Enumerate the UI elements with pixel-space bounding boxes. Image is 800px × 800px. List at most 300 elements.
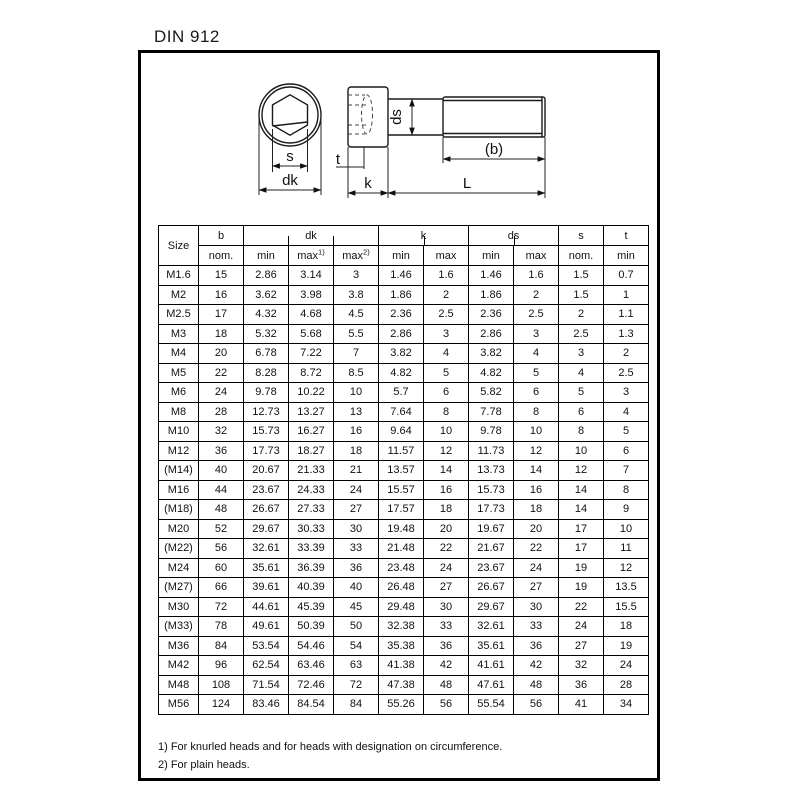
footnote-1: 1) For knurled heads and for heads with designation on circumference. [158,741,503,753]
cell-value: 20.67 [244,461,289,481]
cell-value: 24 [334,480,379,500]
cell-value: 33.39 [289,539,334,559]
cell-value: 6 [604,441,649,461]
cell-value: 96 [199,656,244,676]
cell-value: 5.5 [334,324,379,344]
cell-value: 29.67 [469,597,514,617]
cell-value: 13.5 [604,578,649,598]
cell-value: 9.78 [244,383,289,403]
col-group-b: b [199,226,244,246]
cell-value: 32.38 [379,617,424,637]
col-group-ds: ds [469,226,559,246]
cell-value: 55.26 [379,695,424,715]
subheader-ds-max: max [514,246,559,266]
cell-value: 2.36 [469,305,514,325]
cell-value: 6.78 [244,344,289,364]
cell-value: 56 [199,539,244,559]
cell-value: 2.5 [559,324,604,344]
cell-value: 40.39 [289,578,334,598]
cell-value: 2.5 [604,363,649,383]
cell-value: 13.73 [469,461,514,481]
cell-value: 10 [514,422,559,442]
cell-value: 7.78 [469,402,514,422]
cell-value: 60 [199,558,244,578]
cell-value: 7.64 [379,402,424,422]
cell-value: 23.48 [379,558,424,578]
cell-value: 5.32 [244,324,289,344]
table-row [159,363,649,383]
cell-value: 17 [199,305,244,325]
cell-value: 15.57 [379,480,424,500]
cell-value: 56 [424,695,469,715]
cell-value: 83.46 [244,695,289,715]
cell-value: 24 [199,383,244,403]
b-dim-label: (b) [484,141,504,158]
cell-value: 2 [514,285,559,305]
cell-value: 44 [199,480,244,500]
cell-value: 1.86 [469,285,514,305]
table-row [159,461,649,481]
cell-value: 28 [604,675,649,695]
cell-value: 5 [559,383,604,403]
cell-value: 19 [604,636,649,656]
table-row [159,422,649,442]
cell-value: 15.5 [604,597,649,617]
socket-chord-line [273,122,308,126]
cell-value: 12 [424,441,469,461]
cell-value: 17 [559,519,604,539]
cell-value: 16 [514,480,559,500]
cell-value: 5 [604,422,649,442]
cell-value: 30 [334,519,379,539]
cell-value: 26.67 [244,500,289,520]
cell-value: 8.72 [289,363,334,383]
socket-bottom-ellipse [362,95,373,134]
cell-value: 8 [604,480,649,500]
cell-value: 52 [199,519,244,539]
cell-value: 72 [199,597,244,617]
cell-value: 5.68 [289,324,334,344]
footnotes [158,738,502,774]
cell-value: 41.61 [469,656,514,676]
cell-size: M12 [159,441,199,461]
cell-value: 54 [334,636,379,656]
cell-value: 32.61 [469,617,514,637]
cell-value: 4.68 [289,305,334,325]
cell-value: 36 [559,675,604,695]
t-dim-label: t [335,151,341,168]
s-dim-label: s [286,148,294,165]
cell-size: M2.5 [159,305,199,325]
cell-value: 24 [424,558,469,578]
cell-value: 7.22 [289,344,334,364]
footnote-marker-2: 2) [363,246,370,256]
cell-value: 3 [604,383,649,403]
thread-outline [443,97,545,137]
cell-value: 4.5 [334,305,379,325]
col-header-size: Size [159,226,199,266]
cell-value: 24 [514,558,559,578]
cell-value: 11 [604,539,649,559]
cell-value: 36 [514,636,559,656]
cell-value: 2.86 [379,324,424,344]
cell-value: 3.62 [244,285,289,305]
cell-value: 4.82 [379,363,424,383]
cell-value: 16 [199,285,244,305]
cell-value: 3.8 [334,285,379,305]
din912-dimension-table [158,225,649,715]
front-view [259,84,321,195]
cell-value: 20 [199,344,244,364]
k-dim-label: k [364,175,372,192]
cell-value: 8 [514,402,559,422]
cell-value: 42 [514,656,559,676]
cell-value: 12 [559,461,604,481]
cell-value: 4 [514,344,559,364]
cell-value: 56 [514,695,559,715]
cell-value: 27.33 [289,500,334,520]
cell-value: 27 [424,578,469,598]
table-row [159,695,649,715]
cell-value: 9 [604,500,649,520]
cell-value: 3 [424,324,469,344]
cell-value: 35.38 [379,636,424,656]
cell-value: 78 [199,617,244,637]
cell-value: 19 [559,558,604,578]
cell-value: 30.33 [289,519,334,539]
cell-value: 41 [559,695,604,715]
subheader-text: max [297,249,319,262]
cell-value: 15.73 [469,480,514,500]
socket-hidden-lines [348,95,367,134]
cell-value: 45 [334,597,379,617]
cell-value: 10 [559,441,604,461]
cell-value: 18 [334,441,379,461]
cell-value: 13.27 [289,402,334,422]
cell-value: 49.61 [244,617,289,637]
screw-technical-drawing [138,52,660,215]
table-row [159,305,649,325]
subheader-k-min: min [379,246,424,266]
cell-value: 13.57 [379,461,424,481]
cell-value: 21.48 [379,539,424,559]
cell-value: 21 [334,461,379,481]
cell-value: 1.46 [379,266,424,286]
cell-value: 1.86 [379,285,424,305]
cell-size: M4 [159,344,199,364]
cell-value: 28 [199,402,244,422]
cell-value: 26.48 [379,578,424,598]
cell-size: (M27) [159,578,199,598]
cell-value: 40 [199,461,244,481]
cell-value: 20 [424,519,469,539]
cell-value: 2.86 [469,324,514,344]
cell-value: 3.82 [469,344,514,364]
subheader-t-min: min [604,246,649,266]
cell-value: 22 [199,363,244,383]
cell-value: 22 [424,539,469,559]
table-body [159,266,649,715]
cell-value: 1.3 [604,324,649,344]
table-row [159,519,649,539]
cell-value: 24.33 [289,480,334,500]
cell-value: 24 [559,617,604,637]
subheader-text: max [342,249,364,262]
cell-value: 10 [334,383,379,403]
cell-value: 3.98 [289,285,334,305]
cell-value: 4.32 [244,305,289,325]
subheader-ds-min: min [469,246,514,266]
cell-size: M36 [159,636,199,656]
footnote-marker-1: 1) [318,246,325,256]
cell-value: 15 [199,266,244,286]
cell-value: 84 [334,695,379,715]
cell-value: 10 [424,422,469,442]
cell-value: 6 [559,402,604,422]
cell-value: 17 [559,539,604,559]
cell-value: 3 [514,324,559,344]
cell-size: (M33) [159,617,199,637]
cell-value: 19.67 [469,519,514,539]
cell-value: 18 [424,500,469,520]
thread-root-lines [443,97,542,137]
cell-value: 55.54 [469,695,514,715]
cell-value: 66 [199,578,244,598]
cell-value: 16 [334,422,379,442]
table-row [159,656,649,676]
table-row [159,441,649,461]
cell-value: 18 [514,500,559,520]
cell-value: 22 [514,539,559,559]
cell-value: 19 [559,578,604,598]
cell-value: 63.46 [289,656,334,676]
cell-value: 124 [199,695,244,715]
cell-value: 3 [334,266,379,286]
cell-value: 54.46 [289,636,334,656]
col-group-k: k [379,226,469,246]
cell-value: 47.38 [379,675,424,695]
cell-value: 40 [334,578,379,598]
subheader-s-nom: nom. [559,246,604,266]
table-row [159,500,649,520]
cell-value: 27 [559,636,604,656]
cell-value: 16.27 [289,422,334,442]
table-row [159,266,649,286]
cell-value: 0.7 [604,266,649,286]
cell-value: 14 [424,461,469,481]
cell-value: 3.14 [289,266,334,286]
cell-value: 8.28 [244,363,289,383]
cell-value: 48 [199,500,244,520]
head-outer-circle [259,84,321,146]
cell-value: 2 [424,285,469,305]
cell-value: 4 [604,402,649,422]
cell-value: 2 [559,305,604,325]
cell-value: 3.82 [379,344,424,364]
cell-value: 84.54 [289,695,334,715]
subheader-b-nom: nom. [199,246,244,266]
cell-value: 63 [334,656,379,676]
cell-value: 32 [199,422,244,442]
cell-value: 7 [604,461,649,481]
col-group-dk: dk [244,226,379,246]
t-leader-lines [336,147,364,169]
cell-value: 15.73 [244,422,289,442]
cell-value: 48 [514,675,559,695]
table-row [159,324,649,344]
cell-value: 41.38 [379,656,424,676]
table-row [159,636,649,656]
ds-dim-label: ds [388,109,405,125]
cell-value: 17.73 [469,500,514,520]
cell-size: M56 [159,695,199,715]
table-row [159,597,649,617]
cell-value: 8 [424,402,469,422]
side-view [336,87,545,198]
table-row [159,578,649,598]
cell-value: 50.39 [289,617,334,637]
cell-value: 30 [514,597,559,617]
table-row [159,402,649,422]
cell-value: 26.67 [469,578,514,598]
cell-value: 50 [334,617,379,637]
cell-size: M5 [159,363,199,383]
subheader-dk-max2 [334,246,379,266]
cell-value: 36 [424,636,469,656]
cell-value: 2.5 [514,305,559,325]
cell-value: 13 [334,402,379,422]
cell-value: 62.54 [244,656,289,676]
cell-value: 12 [514,441,559,461]
cell-value: 1 [604,285,649,305]
cell-value: 42 [424,656,469,676]
cell-value: 30 [424,597,469,617]
cell-value: 2.5 [424,305,469,325]
cell-size: M8 [159,402,199,422]
cell-value: 71.54 [244,675,289,695]
cell-value: 6 [514,383,559,403]
cell-value: 32 [559,656,604,676]
cell-value: 32.61 [244,539,289,559]
cell-value: 48 [424,675,469,695]
cell-value: 72 [334,675,379,695]
cell-value: 9.78 [469,422,514,442]
cell-value: 12 [604,558,649,578]
cell-size: M3 [159,324,199,344]
cell-value: 18.27 [289,441,334,461]
cell-value: 24 [604,656,649,676]
cell-size: M24 [159,558,199,578]
cell-size: M42 [159,656,199,676]
cell-value: 39.61 [244,578,289,598]
cell-value: 4 [424,344,469,364]
cell-value: 11.73 [469,441,514,461]
table-row [159,617,649,637]
cell-value: 1.6 [424,266,469,286]
cell-value: 35.61 [244,558,289,578]
cell-value: 5.7 [379,383,424,403]
table-row [159,285,649,305]
cell-value: 16 [424,480,469,500]
cell-value: 1.46 [469,266,514,286]
cell-value: 9.64 [379,422,424,442]
cell-value: 5 [424,363,469,383]
cell-value: 33 [514,617,559,637]
cell-size: M20 [159,519,199,539]
cell-value: 5.82 [469,383,514,403]
col-group-s: s [559,226,604,246]
cell-value: 84 [199,636,244,656]
hex-socket-outline [273,95,308,135]
cell-value: 8 [559,422,604,442]
cell-size: (M22) [159,539,199,559]
cell-value: 23.67 [244,480,289,500]
cell-size: M2 [159,285,199,305]
cell-size: M16 [159,480,199,500]
cell-value: 35.61 [469,636,514,656]
cell-value: 33 [334,539,379,559]
cell-value: 33 [424,617,469,637]
cell-value: 22 [559,597,604,617]
cell-value: 1.6 [514,266,559,286]
cell-value: 3 [559,344,604,364]
cell-value: 44.61 [244,597,289,617]
table-row [159,480,649,500]
screw-head-outline [348,87,388,147]
cell-size: M48 [159,675,199,695]
cell-value: 18 [199,324,244,344]
cell-value: 11.57 [379,441,424,461]
cell-size: M1.6 [159,266,199,286]
cell-value: 53.54 [244,636,289,656]
l-dim-label: L [462,175,472,192]
subheader-dk-max1 [289,246,334,266]
table-row [159,539,649,559]
subheader-dk-min: min [244,246,289,266]
cell-value: 6 [424,383,469,403]
cell-value: 8.5 [334,363,379,383]
cell-value: 23.67 [469,558,514,578]
page-title: DIN 912 [154,27,220,46]
cell-value: 1.5 [559,285,604,305]
cell-value: 10 [604,519,649,539]
cell-value: 14 [514,461,559,481]
table-row [159,675,649,695]
cell-value: 12.73 [244,402,289,422]
cell-value: 47.61 [469,675,514,695]
cell-value: 45.39 [289,597,334,617]
cell-value: 14 [559,480,604,500]
cell-value: 21.67 [469,539,514,559]
col-group-t: t [604,226,649,246]
cell-value: 108 [199,675,244,695]
cell-value: 7 [334,344,379,364]
cell-value: 14 [559,500,604,520]
table-row [159,344,649,364]
cell-value: 2 [604,344,649,364]
cell-value: 10.22 [289,383,334,403]
cell-value: 17.73 [244,441,289,461]
cell-value: 36 [334,558,379,578]
footnote-2: 2) For plain heads. [158,759,250,771]
cell-value: 1.1 [604,305,649,325]
cell-value: 72.46 [289,675,334,695]
cell-value: 27 [334,500,379,520]
cell-value: 36.39 [289,558,334,578]
cell-value: 21.33 [289,461,334,481]
cell-size: M6 [159,383,199,403]
table-row [159,558,649,578]
